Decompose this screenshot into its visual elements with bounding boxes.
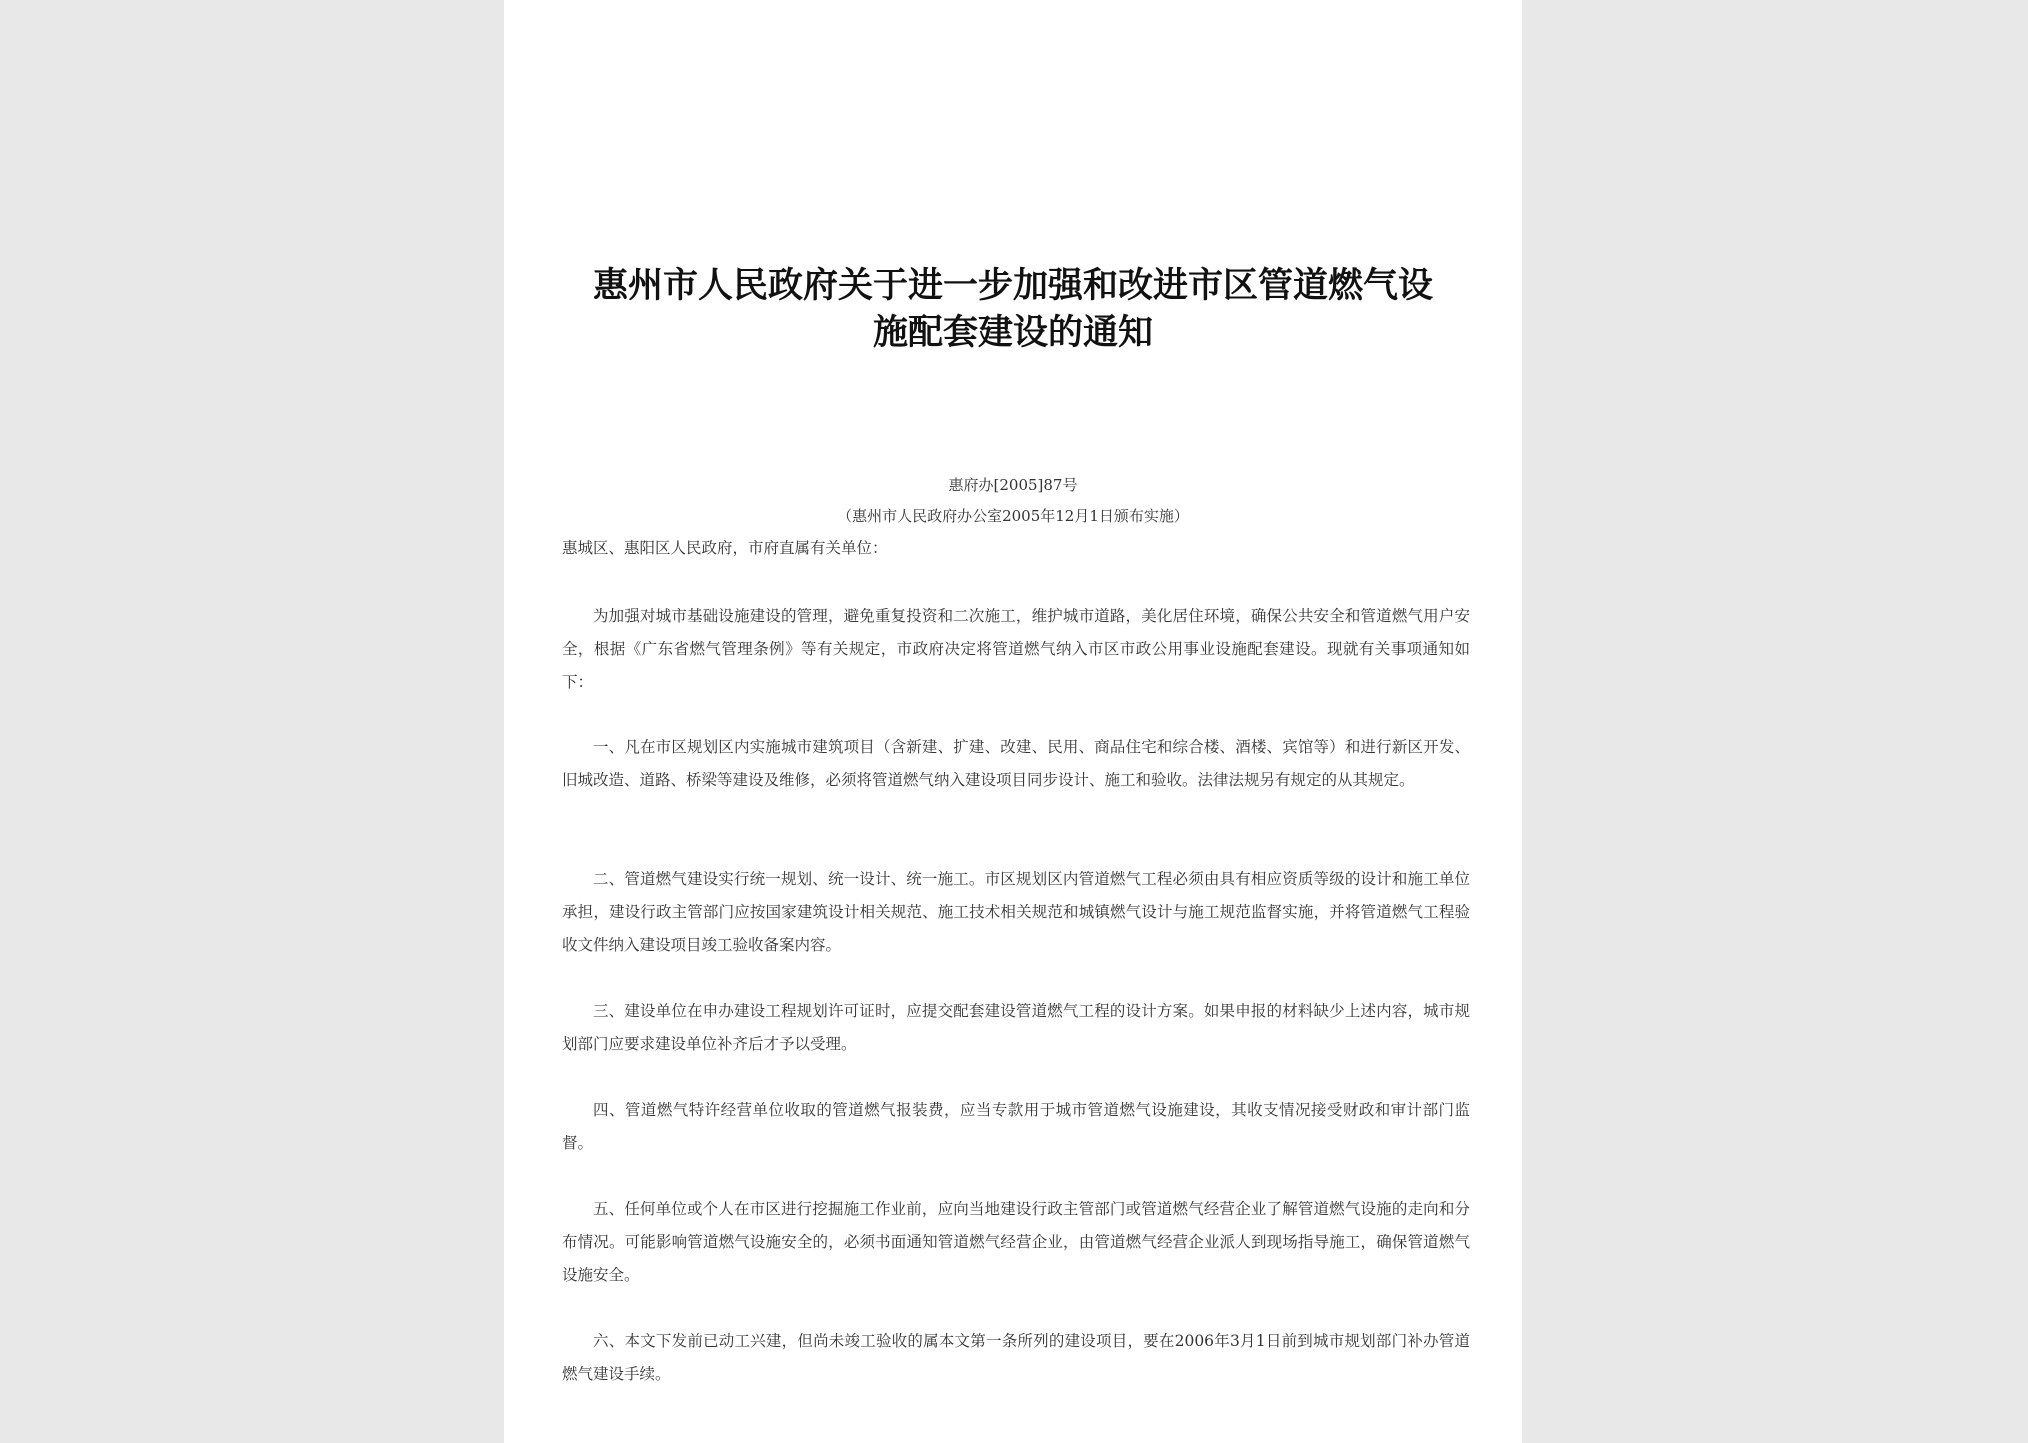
document-title-line-2: 施配套建设的通知 xyxy=(872,312,1153,353)
document-page xyxy=(504,0,1522,1443)
paragraph-item-6: 六、本文下发前已动工兴建，但尚未竣工验收的属本文第一条所列的建设项目，要在2006年3月1日前到城市规划部门补办管道燃气建设手续。 xyxy=(562,1332,1470,1383)
addressee: 惠城区、惠阳区人民政府，市府直属有关单位： xyxy=(562,539,888,557)
paragraph-item-4: 四、管道燃气特许经营单位收取的管道燃气报装费，应当专款用于城市管道燃气设施建设，其收支情况接受财政和审计部门监督。 xyxy=(562,1101,1470,1152)
paragraph-intro: 为加强对城市基础设施建设的管理，避免重复投资和二次施工，维护城市道路，美化居住环境，确保公共安全和管道燃气用户安全，根据《广东省燃气管理条例》等有关规定，市政府决定将管道燃气纳入市区市政公用事业设施配套建设。现就有关事项通知如下： xyxy=(562,607,1470,691)
paragraph-item-1: 一、凡在市区规划区内实施城市建筑项目（含新建、扩建、改建、民用、商品住宅和综合楼、酒楼、宾馆等）和进行新区开发、旧城改造、道路、桥梁等建设及维修，必须将管道燃气纳入建设项目同步设计、施工和验收。法律法规另有规定的从其规定。 xyxy=(562,738,1470,789)
paragraph-item-5: 五、任何单位或个人在市区进行挖掘施工作业前，应向当地建设行政主管部门或管道燃气经营企业了解管道燃气设施的走向和分布情况。可能影响管道燃气设施安全的，必须书面通知管道燃气经营企业，由管道燃气经营企业派人到现场指导施工，确保管道燃气设施安全。 xyxy=(562,1200,1470,1284)
issuance-note: （惠州市人民政府办公室2005年12月1日颁布实施） xyxy=(837,507,1189,525)
paragraph-item-2: 二、管道燃气建设实行统一规划、统一设计、统一施工。市区规划区内管道燃气工程必须由具有相应资质等级的设计和施工单位承担，建设行政主管部门应按国家建筑设计相关规范、施工技术相关规范和城镇燃气设计与施工规范监督实施，并将管道燃气工程验收文件纳入建设项目竣工验收备案内容。 xyxy=(562,870,1470,954)
paragraph-item-3: 三、建设单位在申办建设工程规划许可证时，应提交配套建设管道燃气工程的设计方案。如果申报的材料缺少上述内容，城市规划部门应要求建设单位补齐后才予以受理。 xyxy=(562,1002,1470,1053)
document-number: 惠府办[2005]87号 xyxy=(948,476,1078,494)
document-title-line-1: 惠州市人民政府关于进一步加强和改进市区管道燃气设 xyxy=(592,265,1433,306)
